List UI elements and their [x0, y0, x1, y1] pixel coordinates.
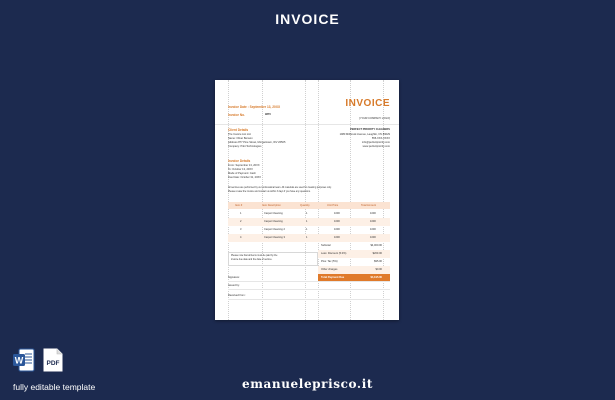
note-line: All services are performed by our professional team. All materials are used for cleaning purposes only.: [228, 187, 332, 189]
pdf-icon: [42, 348, 64, 372]
company-name: PERFECT PRIORITY CLEANERS: [349, 128, 390, 131]
terms-box: [228, 252, 318, 266]
invoice-date: Invoice Date : September 13, 20XX: [228, 105, 281, 109]
company-line: www.perfectpriority.com: [362, 145, 390, 148]
terms-line: Please note that all items must be paid by the: [231, 255, 278, 257]
invoice-number-label: Invoice No.: [228, 113, 246, 117]
details-line: From: September 13, 20XX: [228, 164, 260, 167]
details-line: To: October 13, 20XX: [228, 168, 253, 171]
received-from-label: Received from:: [228, 294, 246, 297]
table-row: 1 Carpet Cleaning 1 1000 1000: [240, 212, 376, 215]
company-line: 1980 Millbrook Avenue, Laughlin, NV 89029: [339, 133, 390, 136]
note-line: Please review the invoice and contact us within 3 days if you have any questions.: [228, 191, 311, 193]
company-line: info@perfectpriority.com: [362, 141, 390, 144]
footer-tagline: fully editable template: [13, 382, 96, 392]
col-header: Item #: [235, 204, 243, 207]
svg-text:W: W: [14, 355, 24, 366]
col-header: Item Description: [262, 204, 281, 207]
invoice-title: INVOICE: [345, 98, 390, 109]
word-icon: [13, 348, 35, 372]
total-due-row: Total Payment Due $4,195.00: [318, 274, 390, 282]
details-line: Mode of Payment: Cash: [228, 172, 256, 175]
col-header: Unit Price: [327, 204, 339, 207]
col-header: Quantity: [300, 204, 310, 207]
invoice-document: [215, 80, 399, 320]
table-row: 4 Carpet Cleaning 3 1 1000 1000: [228, 234, 390, 242]
invoice-number-value: 9870: [265, 113, 271, 116]
page-title: INVOICE: [275, 11, 340, 27]
client-line: Company: Pilot Technologies: [228, 145, 262, 148]
table-row: 3 Carpet Cleaning 2 1 1000 1000: [240, 228, 376, 231]
total-row: Plus: Tax (5%) $95.00: [321, 260, 382, 263]
signature-label: Signature:: [228, 276, 240, 279]
client-line: The Invoice List Ltd.: [228, 133, 252, 136]
company-line: 555-XXX-XXXX: [371, 137, 390, 140]
col-header: Total Amount: [361, 204, 376, 207]
client-line: Name: Oliver Benson: [228, 137, 253, 140]
total-row: Less: Discount (5.0%) $200.00: [318, 250, 390, 258]
svg-text:PDF: PDF: [46, 360, 60, 367]
footer-site: emanueleprisco.it: [242, 377, 373, 391]
details-line: Due Date: October 31, 20XX: [228, 176, 262, 179]
issued-by-label: Issued by:: [228, 284, 240, 287]
table-row: 2 Carpet Cleaning 1 1000 1000: [228, 218, 390, 226]
total-row: Other charges $0.00: [318, 266, 390, 274]
client-line: Address 877 Pine Street, Morgantown, WV 26505: [228, 141, 286, 144]
total-row: Subtotal $4,000.00: [321, 244, 382, 247]
details-section-label: Invoice Details: [228, 159, 251, 163]
logo-placeholder: [YOUR COMPANY LOGO]: [359, 117, 390, 120]
client-section-label: Client Details: [228, 128, 249, 132]
terms-line: invoice due date and the date of service.: [231, 259, 273, 261]
